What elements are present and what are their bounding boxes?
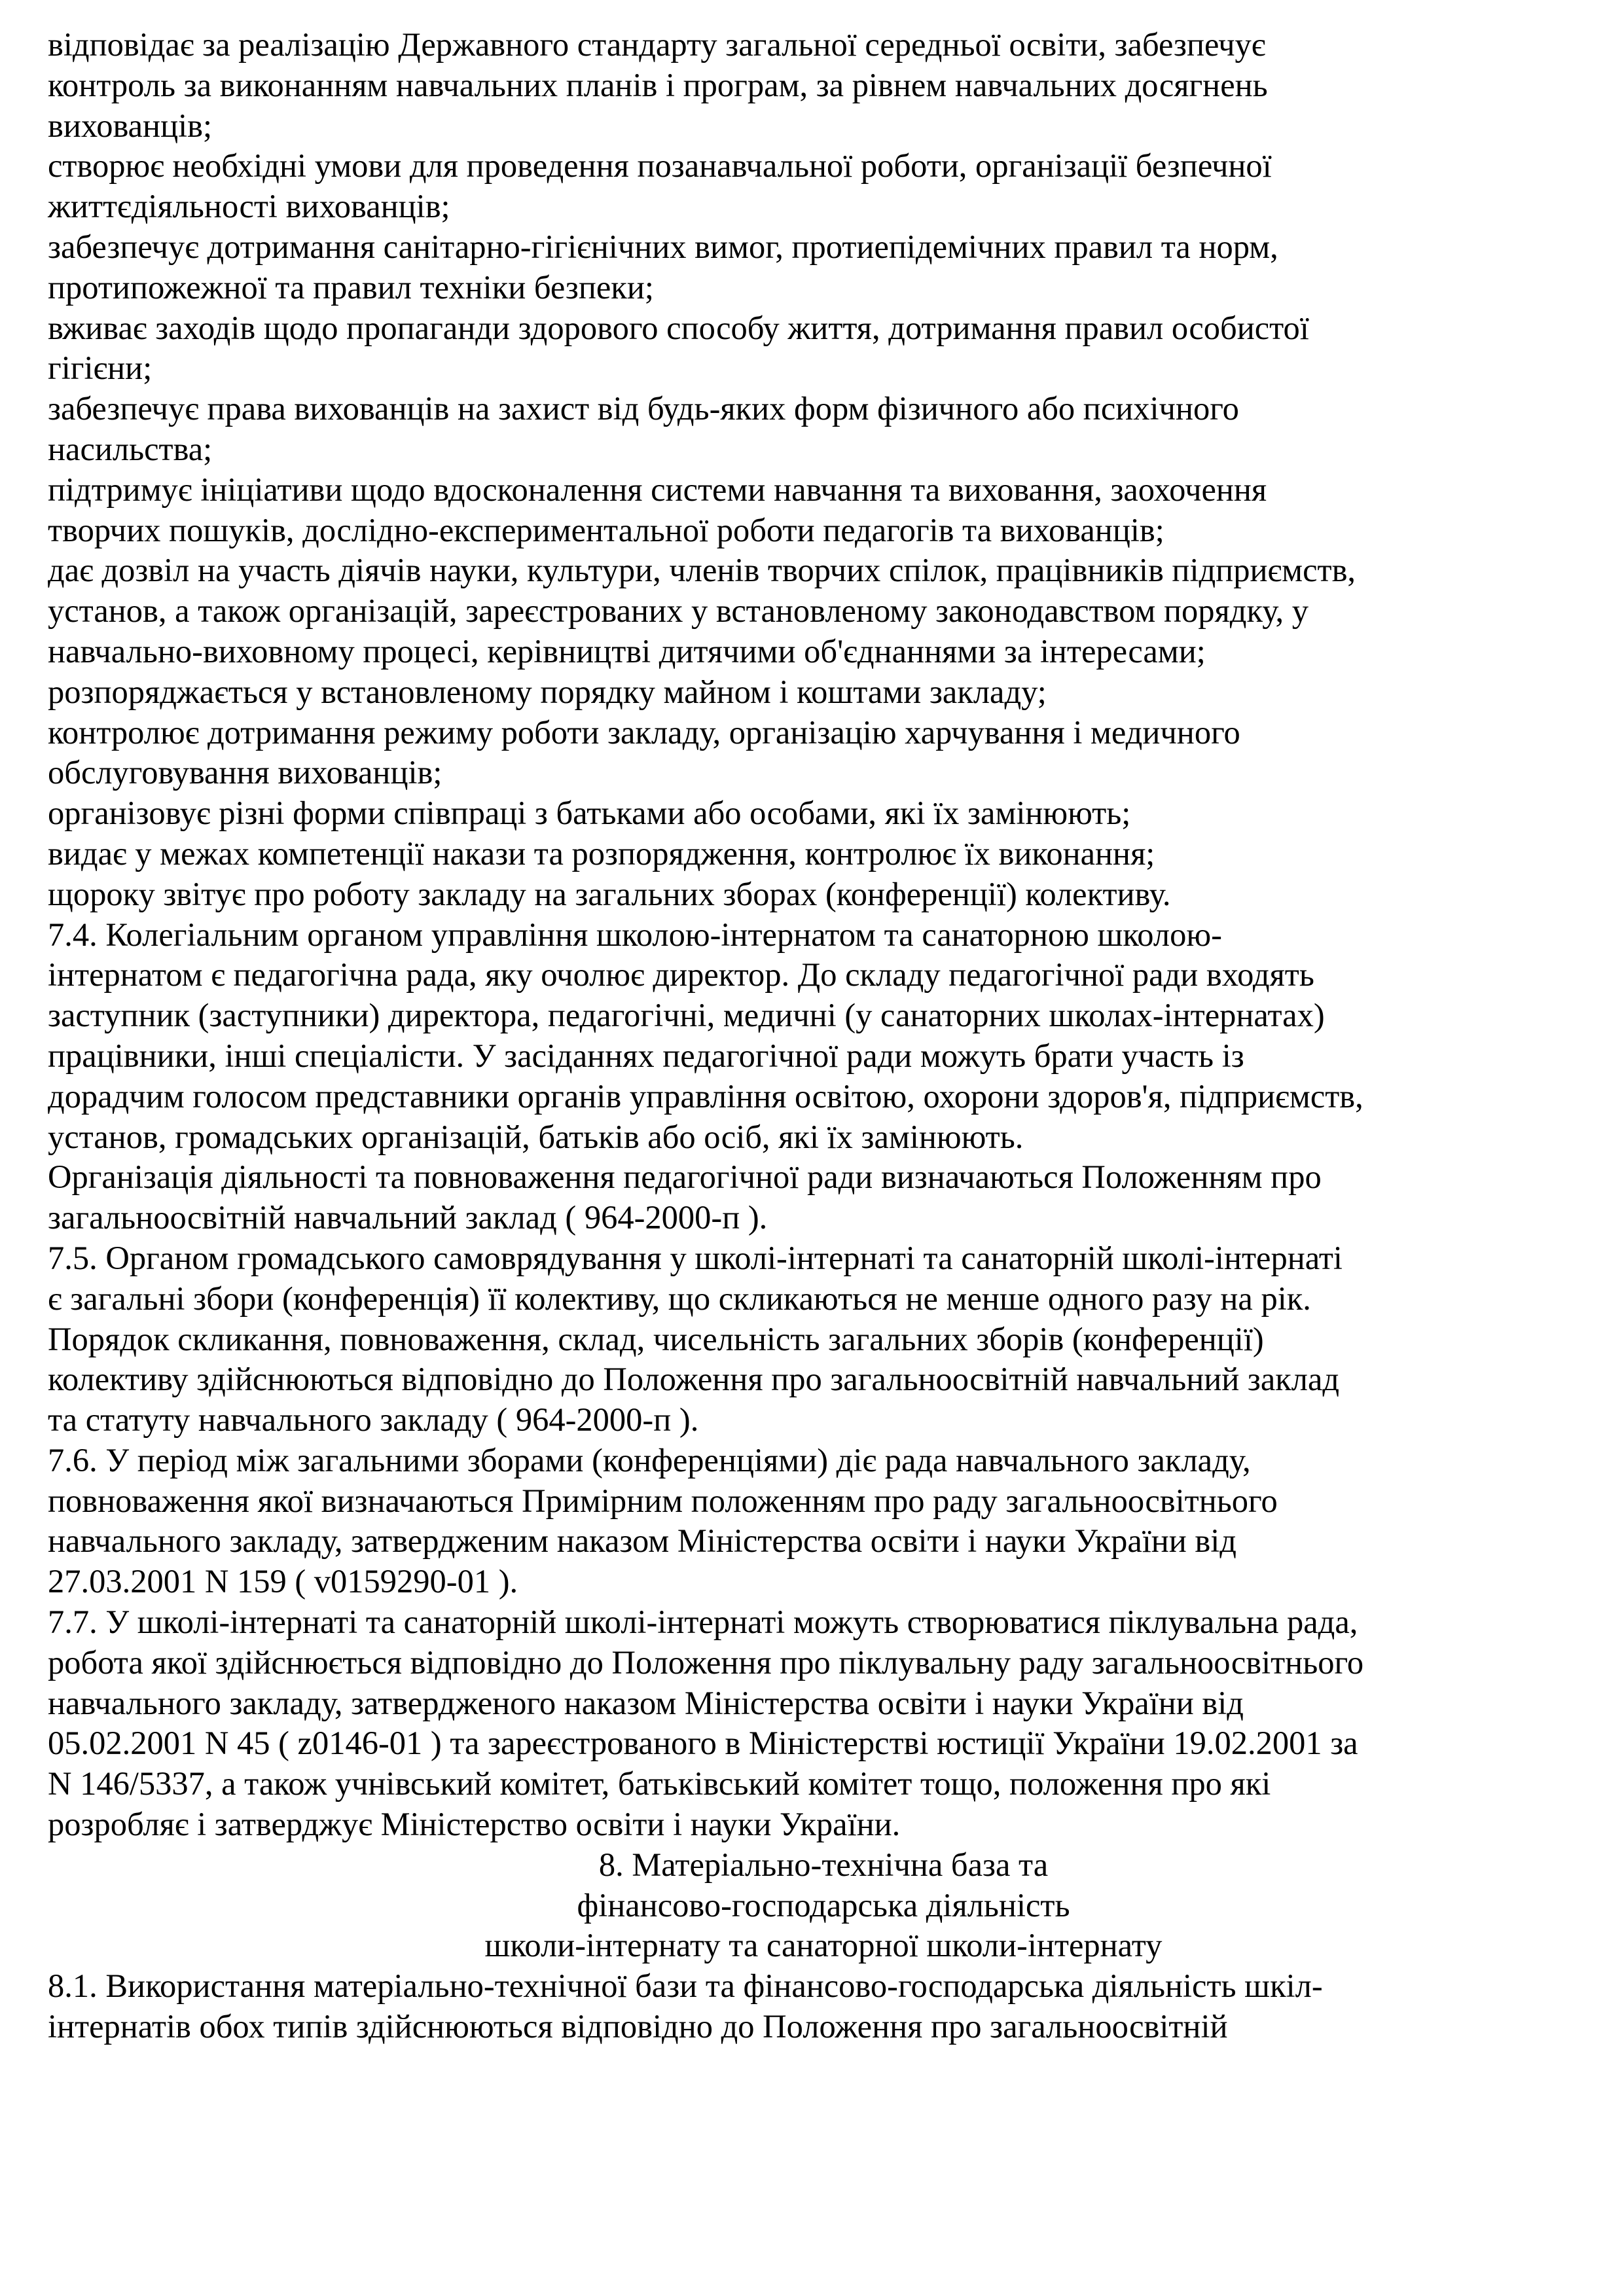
text-line: видає у межах компетенції накази та розпорядження, контролює їх виконання;: [48, 834, 1155, 872]
section-heading-line: школи-інтернату та санаторної школи-інтернату: [484, 1927, 1163, 1964]
section-heading-line: 8. Матеріально-технічна база та: [598, 1846, 1049, 1883]
text-line: контроль за виконанням навчальних планів і програм, за рівнем навчальних досягнень: [48, 66, 1268, 103]
text-line: установ, а також організацій, зареєстрованих у встановленому законодавством порядку, у: [48, 592, 1308, 630]
text-line: обслуговування вихованців;: [48, 754, 442, 791]
text-line: організовує різні форми співпраці з батьками або особами, які їх замінюють;: [48, 795, 1131, 832]
text-line: N 146/5337, а також учнівський комітет, батьківський комітет тощо, положення про які: [48, 1765, 1271, 1803]
text-line: 27.03.2001 N 159 ( v0159290-01 ).: [48, 1563, 518, 1600]
text-line: гігієни;: [48, 350, 153, 387]
text-line: робота якої здійснюється відповідно до Положення про піклувальну раду загальноосвітнього: [48, 1643, 1364, 1681]
text-line: інтернатів обох типів здійснюються відповідно до Положення про загальноосвітній: [48, 2008, 1228, 2045]
text-line: розробляє і затверджує Міністерство освіти і науки України.: [48, 1806, 901, 1843]
text-line: дорадчим голосом представники органів управління освітою, охорони здоров'я, підприємств,: [48, 1077, 1363, 1115]
text-line: створює необхідні умови для проведення позанавчальної роботи, організації безпечної: [48, 147, 1272, 185]
text-line: заступник (заступники) директора, педагогічні, медичні (у санаторних школах-інтернатах): [48, 997, 1325, 1034]
text-line: колективу здійснюються відповідно до Положення про загальноосвітній навчальний заклад: [48, 1361, 1340, 1398]
text-line: 7.6. У період між загальними зборами (конференціями) діє рада навчального закладу,: [48, 1441, 1251, 1479]
text-line: творчих пошуків, дослідно-експериментальної роботи педагогів та вихованців;: [48, 511, 1164, 548]
text-line: навчального закладу, затвердженим наказом Міністерства освіти і науки України від: [48, 1522, 1237, 1560]
text-line: працівники, інші спеціалісти. У засіданнях педагогічної ради можуть брати участь із: [48, 1037, 1244, 1074]
text-line: вихованців;: [48, 107, 212, 144]
document-page: [48, 25, 1599, 2047]
text-line: 05.02.2001 N 45 ( z0146-01 ) та зареєстрованого в Міністерстві юстиції України 19.02.2001 за: [48, 1725, 1358, 1762]
text-line: установ, громадських організацій, батьків або осіб, які їх замінюють.: [48, 1118, 1024, 1155]
text-line: життєдіяльності вихованців;: [48, 188, 450, 225]
text-line: інтернатом є педагогічна рада, яку очолює директор. До складу педагогічної ради входять: [48, 956, 1314, 994]
text-line: загальноосвітній навчальний заклад ( 964-2000-п ).: [48, 1199, 768, 1236]
text-line: Організація діяльності та повноваження педагогічної ради визначаються Положенням про: [48, 1158, 1322, 1196]
text-line: навчального закладу, затвердженого наказом Міністерства освіти і науки України від: [48, 1684, 1244, 1721]
text-line: навчально-виховному процесі, керівництві дитячими об'єднаннями за інтересами;: [48, 632, 1206, 670]
text-line: відповідає за реалізацію Державного стандарту загальної середньої освіти, забезпечує: [48, 26, 1266, 63]
text-line: протипожежної та правил техніки безпеки;: [48, 268, 654, 306]
section-heading-line: фінансово-господарська діяльність: [577, 1886, 1070, 1924]
text-line: дає дозвіл на участь діячів науки, культури, членів творчих спілок, працівників підприємств,: [48, 552, 1356, 589]
text-line: щороку звітує про роботу закладу на загальних зборах (конференції) колективу.: [48, 875, 1171, 912]
text-line: забезпечує дотримання санітарно-гігієнічних вимог, протиепідемічних правил та норм,: [48, 228, 1278, 265]
text-line: розпоряджається у встановленому порядку майном і коштами закладу;: [48, 673, 1047, 710]
text-line: забезпечує права вихованців на захист від будь-яких форм фізичного або психічного: [48, 390, 1239, 427]
text-line: насильства;: [48, 430, 213, 467]
text-line: та статуту навчального закладу ( 964-2000-п ).: [48, 1401, 699, 1439]
text-line: є загальні збори (конференція) її колективу, що скликаються не менше одного разу на рік.: [48, 1280, 1311, 1317]
text-line: 7.4. Колегіальним органом управління школою-інтернатом та санаторною школою-: [48, 916, 1222, 953]
text-line: 7.7. У школі-інтернаті та санаторній школі-інтернаті можуть створюватися піклувальна рада,: [48, 1604, 1358, 1641]
text-line: 8.1. Використання матеріально-технічної бази та фінансово-господарська діяльність шкіл-: [48, 1967, 1323, 2005]
text-line: вживає заходів щодо пропаганди здорового способу життя, дотримання правил особистої: [48, 309, 1309, 346]
text-line: 7.5. Органом громадського самоврядування у школі-інтернаті та санаторній школі-інтернаті: [48, 1239, 1343, 1276]
text-line: повноваження якої визначаються Примірним положенням про раду загальноосвітнього: [48, 1482, 1278, 1519]
text-line: підтримує ініціативи щодо вдосконалення системи навчання та виховання, заохочення: [48, 471, 1267, 508]
text-line: Порядок скликання, повноваження, склад, чисельність загальних зборів (конференції): [48, 1320, 1264, 1357]
text-line: контролює дотримання режиму роботи закладу, організацію харчування і медичного: [48, 713, 1240, 751]
